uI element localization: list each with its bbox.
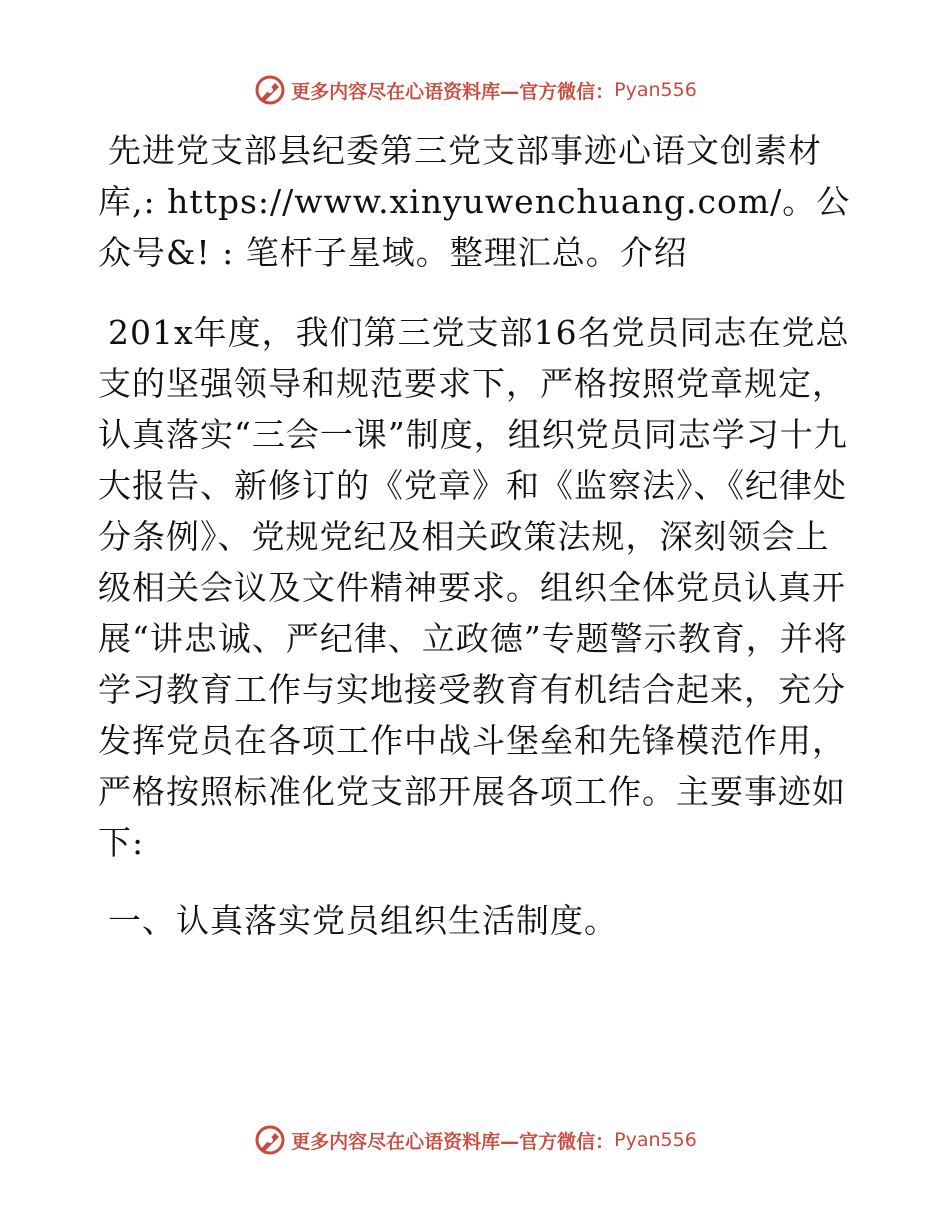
pen-logo-icon	[253, 1123, 287, 1157]
document-body	[98, 125, 858, 946]
title-paragraph: 先进党支部县纪委第三党支部事迹心语文创素材库,: https://www.xinyuwenchuang.com/。公众号&! : 笔杆子星域。整理汇总。介绍	[98, 131, 851, 272]
pen-logo-icon	[253, 73, 287, 107]
banner-text: 更多内容尽在心语资料库—官方微信：	[291, 1130, 615, 1153]
section-heading: 一、认真落实党员组织生活制度。	[108, 901, 618, 940]
footer-banner	[0, 1120, 950, 1160]
body-paragraph: 201x年度，我们第三党支部16名党员同志在党总支的坚强领导和规范要求下，严格按照党章规定，认真落实“三会一课”制度，组织党员同志学习十九大报告、新修订的《党章》和《监察法》、《纪律处分条例》、党规党纪及相关政策法规，深刻领会上级相关会议及文件精神要求。组织全体党员认真开展“讲忠诚、严纪律、立政德”专题警示教育，并将学习教育工作与实地接受教育有机结合起来，充分发挥党员在各项工作中战斗堡垒和先锋模范作用，严格按照标准化党支部开展各项工作。主要事迹如下:	[98, 313, 850, 862]
banner-text: 更多内容尽在心语资料库—官方微信：	[291, 80, 615, 103]
banner-wechat-id: Pyan556	[614, 79, 697, 101]
header-banner	[0, 70, 950, 110]
banner-wechat-id: Pyan556	[614, 1129, 697, 1151]
